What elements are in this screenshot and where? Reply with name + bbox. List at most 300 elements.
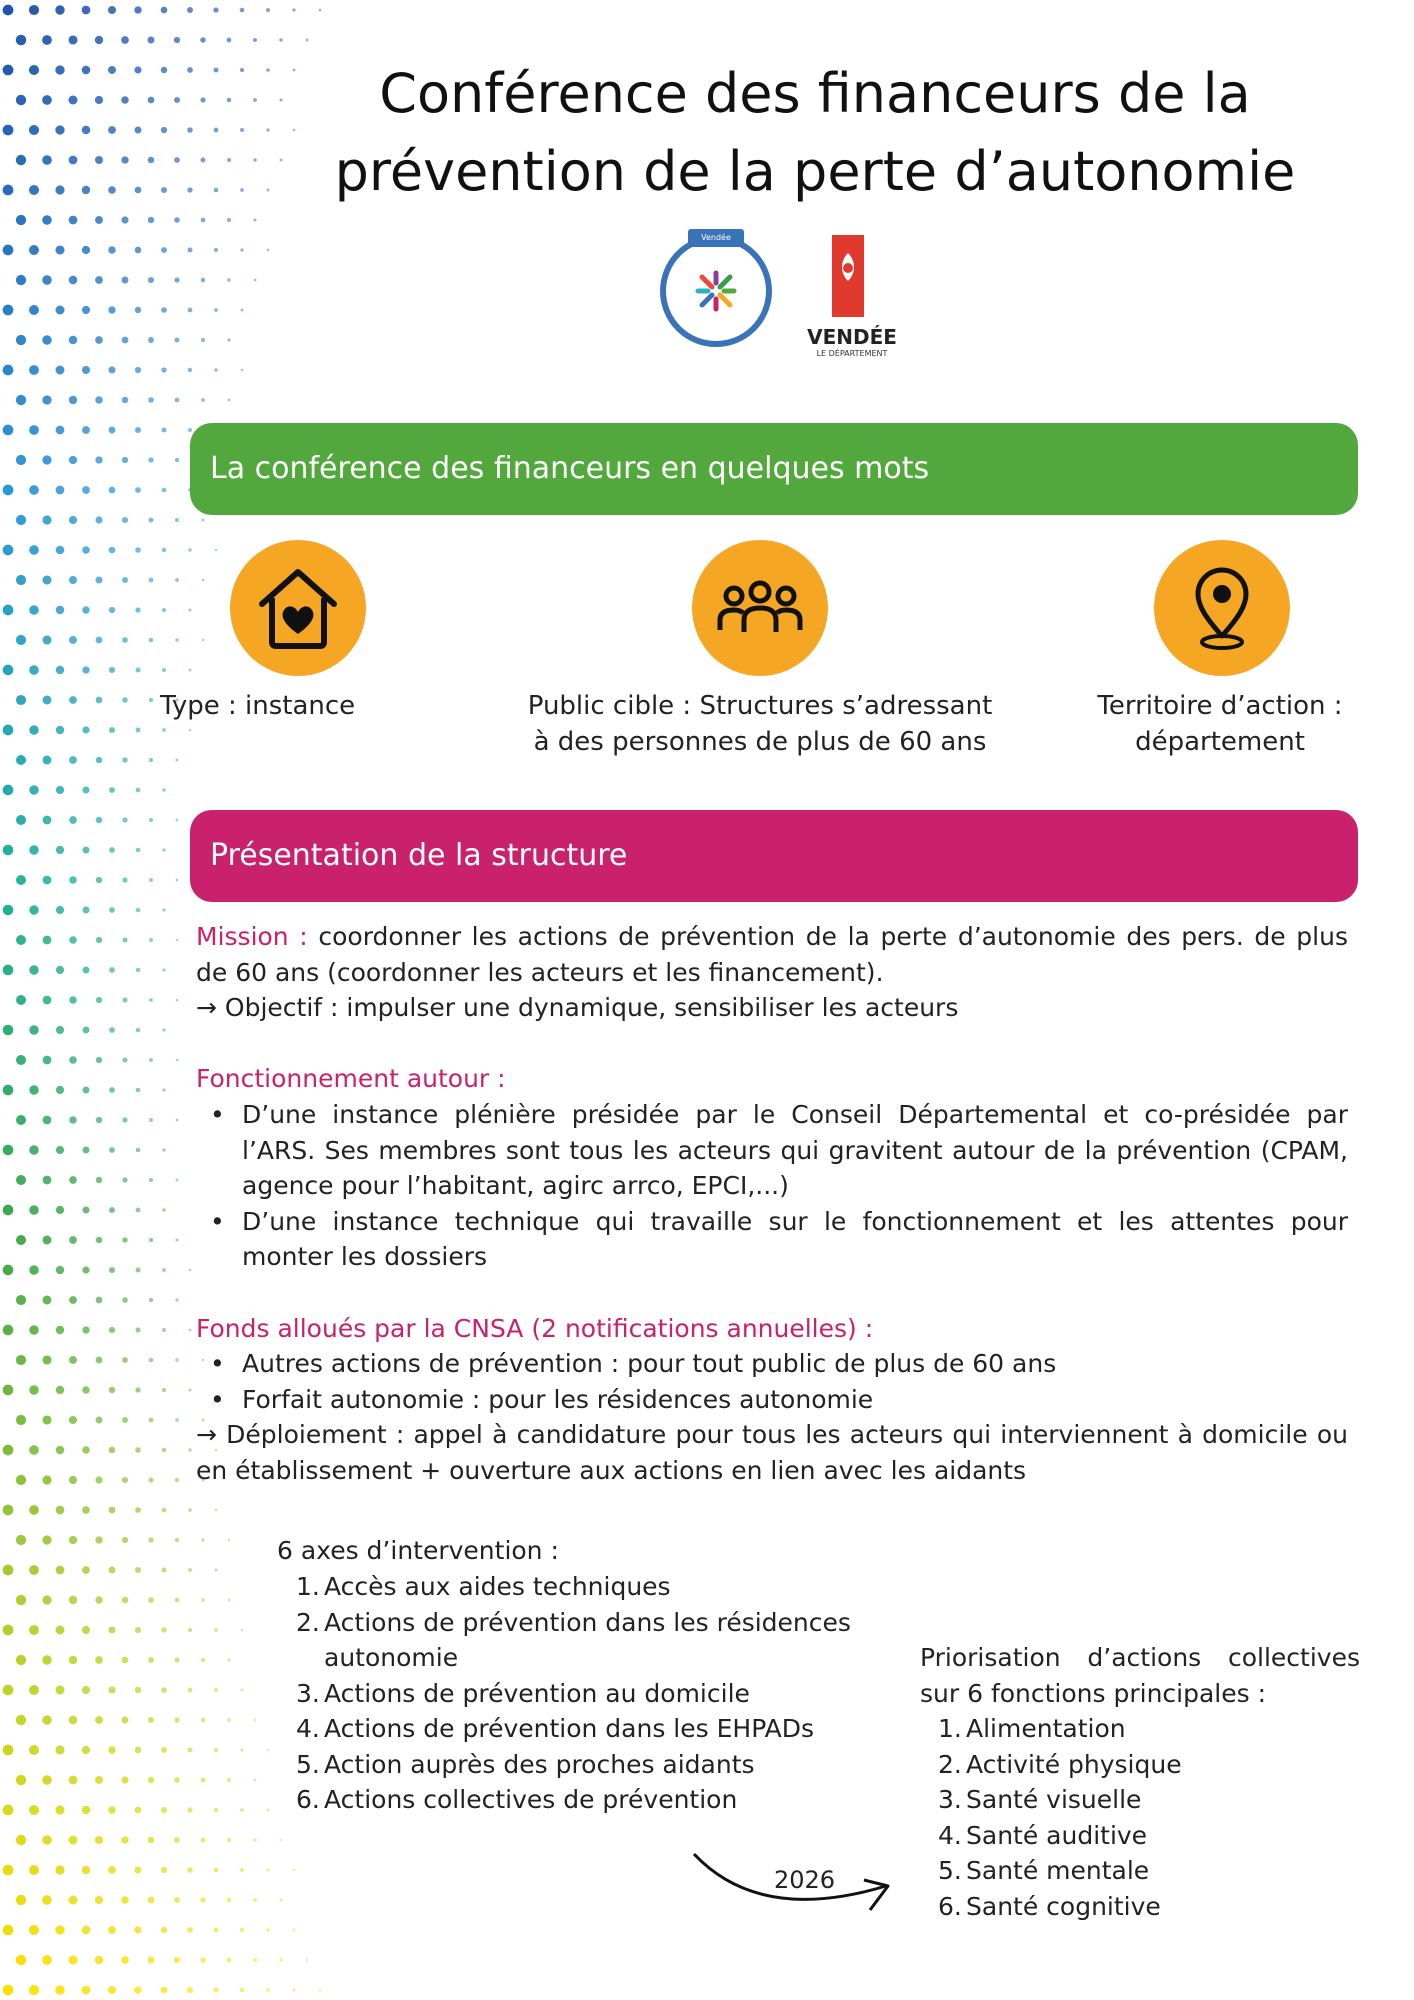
decorative-dot bbox=[16, 515, 26, 525]
decorative-dot bbox=[43, 816, 52, 825]
decorative-dot bbox=[280, 1839, 283, 1842]
decorative-dot bbox=[175, 1358, 179, 1362]
decorative-dot bbox=[16, 1535, 26, 1545]
decorative-dot bbox=[122, 997, 127, 1002]
decorative-dot bbox=[149, 998, 153, 1002]
decorative-dot bbox=[240, 1988, 245, 1993]
decorative-dot bbox=[82, 1326, 89, 1333]
decorative-dot bbox=[135, 307, 141, 313]
decorative-dot bbox=[69, 156, 78, 165]
decorative-dot bbox=[82, 6, 91, 15]
decorative-dot bbox=[187, 67, 193, 73]
decorative-dot bbox=[29, 845, 38, 854]
decorative-dot bbox=[69, 1896, 78, 1905]
decorative-dot bbox=[42, 575, 51, 584]
decorative-dot bbox=[56, 546, 65, 555]
decorative-dot bbox=[176, 939, 179, 942]
decorative-dot bbox=[16, 1655, 26, 1665]
decorative-dot bbox=[69, 816, 77, 824]
decorative-dot bbox=[56, 1686, 65, 1695]
decorative-dot bbox=[174, 1717, 179, 1722]
decorative-dot bbox=[3, 1985, 14, 1996]
decorative-dot bbox=[188, 608, 191, 611]
decorative-dot bbox=[29, 1025, 38, 1034]
decorative-dot bbox=[149, 578, 154, 583]
decorative-dot bbox=[3, 905, 14, 916]
decorative-dot bbox=[69, 516, 77, 524]
decorative-dot bbox=[29, 125, 39, 135]
decorative-dot bbox=[134, 1866, 141, 1873]
decorative-dot bbox=[202, 639, 204, 641]
list-item: 5. Santé mentale bbox=[938, 1856, 1150, 1885]
decorative-dot bbox=[108, 1926, 116, 1934]
decorative-dot bbox=[109, 607, 115, 613]
decorative-dot bbox=[29, 1925, 39, 1935]
decorative-dot bbox=[16, 1355, 26, 1365]
decorative-dot bbox=[174, 97, 180, 103]
decorative-dot bbox=[149, 1118, 153, 1122]
decorative-dot bbox=[3, 485, 14, 496]
decorative-dot bbox=[122, 1357, 128, 1363]
decorative-dot bbox=[122, 757, 127, 762]
decorative-dot bbox=[95, 1656, 103, 1664]
list-item: • Autres actions de prévention : pour tout public de plus de 60 ans bbox=[196, 1346, 1348, 1382]
decorative-dot bbox=[55, 1745, 64, 1754]
decorative-dot bbox=[96, 997, 102, 1003]
decorative-dot bbox=[95, 1776, 103, 1784]
decorative-dot bbox=[16, 1055, 26, 1065]
decorative-dot bbox=[16, 1295, 26, 1305]
decorative-dot bbox=[122, 1117, 127, 1122]
decorative-dot bbox=[68, 35, 77, 44]
decorative-dot bbox=[16, 1235, 26, 1245]
decorative-dot bbox=[69, 216, 78, 225]
decorative-dot bbox=[83, 967, 90, 974]
decorative-dot bbox=[3, 185, 14, 196]
decorative-dot bbox=[240, 1808, 244, 1812]
decorative-dot bbox=[3, 1565, 14, 1576]
decorative-dot bbox=[109, 1087, 115, 1093]
decorative-dot bbox=[82, 1866, 91, 1875]
decorative-dot bbox=[122, 1177, 127, 1182]
decorative-dot bbox=[293, 1869, 296, 1872]
decorative-dot bbox=[42, 215, 52, 225]
decorative-dot bbox=[3, 1865, 14, 1876]
decorative-dot bbox=[16, 1175, 26, 1185]
decorative-dot bbox=[188, 1508, 192, 1512]
decorative-dot bbox=[29, 785, 38, 794]
decorative-dot bbox=[43, 1116, 52, 1125]
decorative-dot bbox=[148, 1477, 153, 1482]
decorative-dot bbox=[43, 936, 52, 945]
decorative-dot bbox=[43, 876, 52, 885]
decorative-dot bbox=[56, 306, 65, 315]
decorative-dot bbox=[3, 1325, 14, 1336]
decorative-dot bbox=[135, 1687, 141, 1693]
decorative-dot bbox=[279, 1898, 282, 1901]
decorative-dot bbox=[96, 1057, 102, 1063]
decorative-dot bbox=[161, 1987, 168, 1994]
decorative-dot bbox=[3, 725, 14, 736]
list-item: 2. Activité physique bbox=[938, 1749, 1182, 1779]
decorative-dot bbox=[16, 935, 26, 945]
decorative-dot bbox=[175, 1538, 179, 1542]
decorative-dot bbox=[267, 249, 270, 252]
decorative-dot bbox=[227, 1778, 231, 1782]
decorative-dot bbox=[16, 455, 26, 465]
decorative-dot bbox=[227, 338, 230, 341]
decorative-dot bbox=[56, 1206, 64, 1214]
vendee-logo-name: VENDÉE bbox=[807, 325, 897, 349]
decorative-dot bbox=[3, 1085, 14, 1096]
decorative-dot bbox=[162, 848, 165, 851]
decorative-dot bbox=[108, 1866, 116, 1874]
decorative-dot bbox=[162, 1148, 165, 1151]
decorative-dot bbox=[29, 1445, 39, 1455]
decorative-dot bbox=[109, 787, 115, 793]
decorative-dot bbox=[95, 216, 103, 224]
decorative-dot bbox=[95, 396, 102, 403]
decorative-dot bbox=[43, 1176, 52, 1185]
decorative-dot bbox=[161, 307, 167, 313]
decorative-dot bbox=[200, 1957, 206, 1963]
decorative-dot bbox=[241, 309, 244, 312]
decorative-dot bbox=[16, 335, 26, 345]
decorative-dot bbox=[121, 156, 128, 163]
decorative-dot bbox=[135, 1627, 141, 1633]
decorative-dot bbox=[213, 67, 218, 72]
decorative-dot bbox=[292, 1988, 295, 1991]
decorative-dot bbox=[161, 1807, 167, 1813]
decorative-dot bbox=[42, 395, 51, 404]
mission-text: coordonner les actions de prévention de la perte d’autonomie des pers. de plus de 60 ans (coordonner les acteurs et les financement). bbox=[196, 922, 1348, 987]
decorative-dot bbox=[121, 1776, 128, 1783]
decorative-dot bbox=[135, 1807, 142, 1814]
decorative-dot bbox=[56, 1266, 64, 1274]
decorative-dot bbox=[175, 758, 178, 761]
decorative-dot bbox=[82, 726, 89, 733]
decorative-dot bbox=[202, 579, 205, 582]
decorative-dot bbox=[175, 398, 180, 403]
decorative-dot bbox=[55, 1865, 64, 1874]
decorative-dot bbox=[161, 187, 167, 193]
decorative-dot bbox=[122, 697, 128, 703]
house-heart-icon bbox=[230, 540, 366, 676]
decorative-dot bbox=[3, 1385, 14, 1396]
decorative-dot bbox=[175, 458, 179, 462]
decorative-dot bbox=[83, 1087, 90, 1094]
decorative-dot bbox=[188, 1568, 192, 1572]
badge-tab-label: Vendée bbox=[688, 229, 744, 247]
decorative-dot bbox=[122, 577, 128, 583]
decorative-dot bbox=[82, 486, 90, 494]
decorative-dot bbox=[16, 695, 26, 705]
decorative-dot bbox=[16, 1475, 26, 1485]
decorative-dot bbox=[3, 1625, 14, 1636]
decorative-dot bbox=[162, 788, 166, 792]
decorative-dot bbox=[122, 397, 129, 404]
decorative-dot bbox=[69, 636, 77, 644]
decorative-dot bbox=[149, 698, 153, 702]
priorisation-heading-1: Priorisation d’actions collectives bbox=[920, 1643, 1360, 1672]
decorative-dot bbox=[240, 1928, 244, 1932]
decorative-dot bbox=[16, 575, 26, 585]
decorative-dot bbox=[82, 1566, 90, 1574]
decorative-dot bbox=[16, 35, 26, 45]
decorative-dot bbox=[55, 1925, 64, 1934]
decorative-dot bbox=[122, 1417, 128, 1423]
decorative-dot bbox=[69, 1536, 77, 1544]
list-item: 4. Santé auditive bbox=[938, 1820, 1148, 1850]
decorative-dot bbox=[176, 999, 179, 1002]
decorative-dot bbox=[136, 968, 140, 972]
decorative-dot bbox=[109, 907, 115, 913]
decorative-dot bbox=[189, 729, 192, 732]
decorative-dot bbox=[69, 276, 78, 285]
decorative-dot bbox=[227, 98, 232, 103]
decorative-dot bbox=[214, 1808, 218, 1812]
section-heading-presentation: Présentation de la structure bbox=[190, 810, 1358, 902]
decorative-dot bbox=[148, 1717, 154, 1723]
decorative-dot bbox=[82, 786, 89, 793]
decorative-dot bbox=[42, 455, 51, 464]
decorative-dot bbox=[174, 217, 180, 223]
decorative-dot bbox=[201, 1538, 204, 1541]
decorative-dot bbox=[149, 1418, 154, 1423]
decorative-dot bbox=[55, 5, 64, 14]
decorative-dot bbox=[95, 96, 103, 104]
decorative-dot bbox=[214, 1868, 219, 1873]
decorative-dot bbox=[55, 245, 64, 254]
decorative-dot bbox=[3, 65, 14, 76]
decorative-dot bbox=[227, 278, 231, 282]
list-item: • D’une instance technique qui travaille sur le fonctionnement et les attentes pour monter les dossiers bbox=[196, 1204, 1348, 1275]
fonds-label: Fonds alloués par la CNSA (2 notifications annuelles) : bbox=[196, 1314, 874, 1343]
decorative-dot bbox=[161, 1567, 166, 1572]
decorative-dot bbox=[188, 368, 192, 372]
decorative-dot bbox=[43, 756, 52, 765]
decorative-dot bbox=[82, 246, 90, 254]
decorative-dot bbox=[3, 1205, 14, 1216]
decorative-dot bbox=[201, 1718, 205, 1722]
decorative-dot bbox=[162, 968, 165, 971]
decorative-dot bbox=[3, 1925, 14, 1936]
decorative-dot bbox=[3, 1505, 14, 1516]
decorative-dot bbox=[136, 1208, 141, 1213]
decorative-dot bbox=[121, 1956, 129, 1964]
decorative-dot bbox=[175, 1658, 180, 1663]
decorative-dot bbox=[108, 1806, 116, 1814]
decorative-dot bbox=[29, 1145, 38, 1154]
star-cross-icon bbox=[694, 269, 738, 313]
decorative-dot bbox=[162, 1028, 165, 1031]
decorative-dot bbox=[149, 1238, 153, 1242]
decorative-dot bbox=[122, 1297, 128, 1303]
decorative-dot bbox=[292, 8, 295, 11]
decorative-dot bbox=[254, 279, 257, 282]
decorative-dot bbox=[42, 1535, 51, 1544]
decorative-dot bbox=[69, 396, 77, 404]
decorative-dot bbox=[200, 157, 205, 162]
decorative-dot bbox=[3, 785, 14, 796]
decorative-dot bbox=[3, 245, 14, 256]
decorative-dot bbox=[56, 1566, 65, 1575]
decorative-dot bbox=[149, 1178, 153, 1182]
decorative-dot bbox=[240, 8, 245, 13]
decorative-dot bbox=[3, 425, 14, 436]
decorative-dot bbox=[43, 1296, 52, 1305]
decorative-dot bbox=[108, 1746, 115, 1753]
public-cible-label: Public cible : Structures s’adressant à des personnes de plus de 60 ans bbox=[527, 691, 993, 757]
decorative-dot bbox=[162, 1508, 167, 1513]
decorative-dot bbox=[95, 336, 103, 344]
decorative-dot bbox=[174, 157, 180, 163]
decorative-dot bbox=[227, 218, 231, 222]
decorative-dot bbox=[29, 365, 39, 375]
decorative-dot bbox=[109, 847, 115, 853]
decorative-dot bbox=[16, 275, 26, 285]
decorative-dot bbox=[69, 456, 77, 464]
decorative-dot bbox=[109, 1207, 115, 1213]
list-item: 5. Action auprès des proches aidants bbox=[296, 1749, 755, 1779]
decorative-dot bbox=[55, 185, 64, 194]
decorative-dot bbox=[96, 937, 102, 943]
decorative-dot bbox=[95, 516, 102, 523]
decorative-dot bbox=[161, 247, 167, 253]
decorative-dot bbox=[16, 155, 26, 165]
decorative-dot bbox=[200, 1837, 205, 1842]
decorative-dot bbox=[29, 1745, 39, 1755]
decorative-dot bbox=[148, 1957, 155, 1964]
decorative-dot bbox=[122, 1477, 128, 1483]
decorative-dot bbox=[187, 1927, 193, 1933]
decorative-dot bbox=[135, 487, 141, 493]
decorative-dot bbox=[16, 1415, 26, 1425]
decorative-dot bbox=[149, 1298, 153, 1302]
decorative-dot bbox=[136, 1268, 141, 1273]
decorative-dot bbox=[176, 819, 179, 822]
decorative-dot bbox=[149, 1358, 154, 1363]
decorative-dot bbox=[136, 728, 141, 733]
decorative-dot bbox=[135, 1327, 140, 1332]
decorative-dot bbox=[161, 1927, 167, 1933]
decorative-dot bbox=[175, 518, 179, 522]
decorative-dot bbox=[3, 845, 14, 856]
decorative-dot bbox=[16, 1835, 26, 1845]
decorative-dot bbox=[201, 398, 205, 402]
decorative-dot bbox=[109, 427, 116, 434]
decorative-dot bbox=[69, 696, 77, 704]
decorative-dot bbox=[42, 1595, 51, 1604]
decorative-dot bbox=[148, 1897, 155, 1904]
decorative-dot bbox=[148, 337, 154, 343]
decorative-dot bbox=[82, 1746, 90, 1754]
decorative-dot bbox=[161, 1867, 167, 1873]
decorative-dot bbox=[162, 548, 166, 552]
decorative-dot bbox=[135, 427, 141, 433]
decorative-dot bbox=[175, 1298, 178, 1301]
axes-heading: 6 axes d’intervention : bbox=[277, 1536, 559, 1565]
decorative-dot bbox=[149, 1058, 153, 1062]
decorative-dot bbox=[162, 1208, 166, 1212]
decorative-dot bbox=[279, 38, 282, 41]
decorative-dot bbox=[29, 425, 39, 435]
decorative-dot bbox=[187, 1807, 192, 1812]
decorative-dot bbox=[122, 1597, 129, 1604]
decorative-dot bbox=[187, 1987, 193, 1993]
decorative-dot bbox=[162, 488, 167, 493]
decorative-dot bbox=[161, 127, 167, 133]
decorative-dot bbox=[134, 66, 141, 73]
decorative-dot bbox=[109, 547, 116, 554]
decorative-dot bbox=[95, 1476, 102, 1483]
decorative-dot bbox=[69, 1596, 77, 1604]
decorative-dot bbox=[42, 1715, 51, 1724]
decorative-dot bbox=[214, 1628, 217, 1631]
decorative-dot bbox=[174, 1957, 180, 1963]
decorative-dot bbox=[188, 548, 191, 551]
decorative-dot bbox=[82, 186, 90, 194]
decorative-dot bbox=[82, 66, 91, 75]
priorisation-list bbox=[918, 1711, 1358, 1924]
decorative-dot bbox=[3, 365, 14, 376]
decorative-dot bbox=[135, 547, 141, 553]
decorative-dot bbox=[95, 1896, 103, 1904]
decorative-dot bbox=[201, 278, 205, 282]
decorative-dot bbox=[122, 1537, 128, 1543]
decorative-dot bbox=[69, 876, 77, 884]
decorative-dot bbox=[162, 1388, 166, 1392]
decorative-dot bbox=[227, 1898, 232, 1903]
decorative-dot bbox=[29, 65, 39, 75]
decorative-dot bbox=[227, 1658, 230, 1661]
list-item: 6. Actions collectives de prévention bbox=[296, 1785, 738, 1814]
decorative-dot bbox=[241, 1629, 244, 1632]
decorative-dot bbox=[241, 1689, 244, 1692]
decorative-dot bbox=[29, 1865, 39, 1875]
decorative-dot bbox=[56, 786, 64, 794]
decorative-dot bbox=[175, 1418, 179, 1422]
section-heading-overview: La conférence des financeurs en quelques mots bbox=[190, 423, 1358, 515]
year-label: 2026 bbox=[770, 1866, 839, 1894]
decorative-dot bbox=[42, 1415, 51, 1424]
decorative-dot bbox=[69, 1716, 78, 1725]
fonctionnement-list bbox=[196, 1097, 1348, 1275]
decorative-dot bbox=[82, 1446, 90, 1454]
decorative-dot bbox=[95, 1716, 103, 1724]
decorative-dot bbox=[161, 1627, 166, 1632]
decorative-dot bbox=[95, 36, 103, 44]
decorative-dot bbox=[122, 1057, 127, 1062]
decorative-dot bbox=[3, 1025, 14, 1036]
decorative-dot bbox=[121, 1836, 128, 1843]
decorative-dot bbox=[16, 1595, 26, 1605]
decorative-dot bbox=[148, 1597, 154, 1603]
decorative-dot bbox=[3, 665, 14, 676]
decorative-dot bbox=[122, 517, 128, 523]
decorative-dot bbox=[29, 245, 39, 255]
decorative-dot bbox=[162, 668, 166, 672]
decorative-dot bbox=[56, 666, 64, 674]
decorative-dot bbox=[188, 1628, 192, 1632]
decorative-dot bbox=[55, 1985, 64, 1994]
decorative-dot bbox=[201, 518, 204, 521]
decorative-dot bbox=[96, 1357, 103, 1364]
decorative-dot bbox=[188, 308, 193, 313]
decorative-dot bbox=[136, 908, 140, 912]
decorative-dot bbox=[319, 9, 322, 12]
decorative-dot bbox=[96, 1417, 103, 1424]
